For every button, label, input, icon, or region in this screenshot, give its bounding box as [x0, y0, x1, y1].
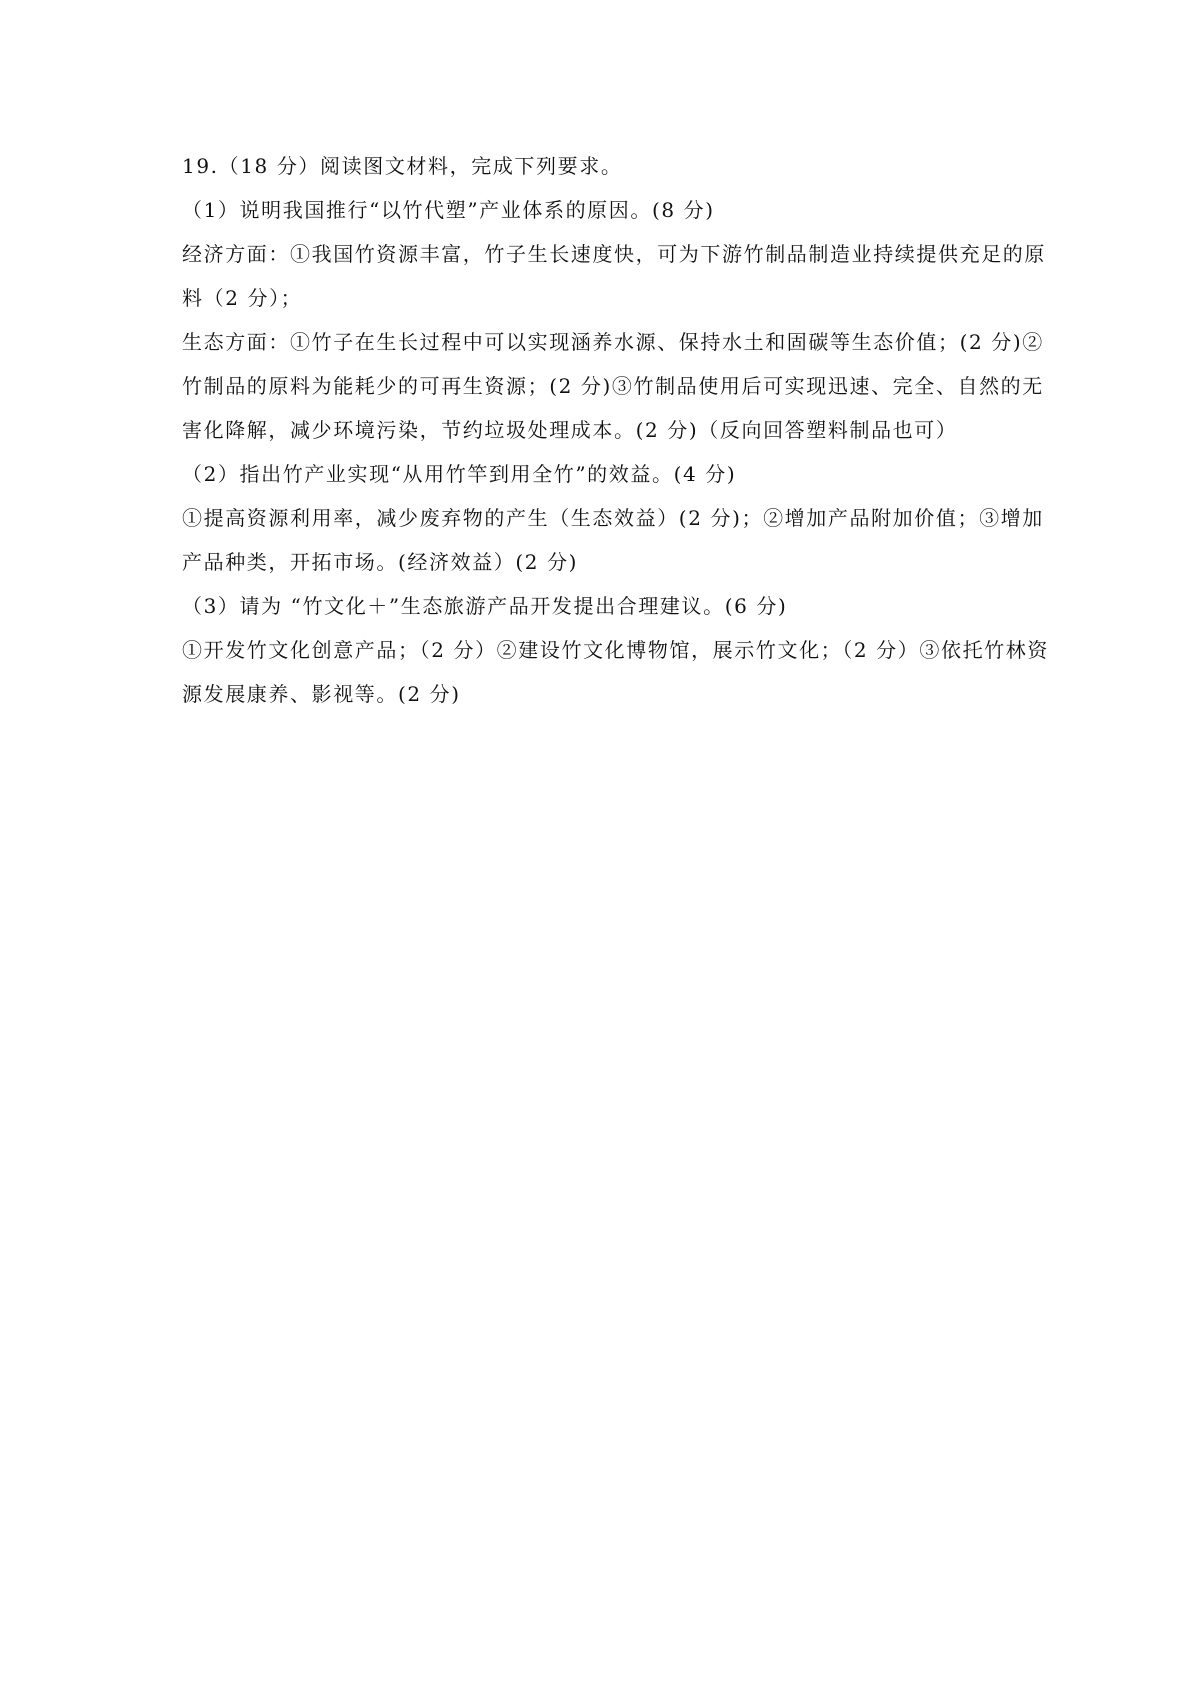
answer-text-block [182, 153, 1049, 725]
subquestion-1: （1）说明我国推行“以竹代塑”产业体系的原因。(8 分) [182, 198, 715, 222]
answer-1-ecological-line-2: 竹制品的原料为能耗少的可再生资源；(2 分)③竹制品使用后可实现迅速、完全、自然的无 [182, 374, 1044, 398]
subquestion-2: （2）指出竹产业实现“从用竹竿到用全竹”的效益。(4 分) [182, 462, 737, 486]
answer-2-line-2: 产品种类，开拓市场。(经济效益）(2 分) [182, 550, 579, 574]
answer-3-line-1: ①开发竹文化创意产品；（2 分）②建设竹文化博物馆，展示竹文化；（2 分）③依托竹林资 [182, 638, 1049, 662]
answer-2-line-1: ①提高资源利用率，减少废弃物的产生（生态效益）(2 分)；②增加产品附加价值；③增加 [182, 506, 1044, 530]
answer-1-ecological-line-1: 生态方面：①竹子在生长过程中可以实现涵养水源、保持水土和固碳等生态价值；(2 分)② [182, 330, 1044, 354]
answer-3-line-2: 源发展康养、影视等。(2 分) [182, 682, 461, 706]
answer-1-ecological-line-3: 害化降解，减少环境污染，节约垃圾处理成本。(2 分)（反向回答塑料制品也可） [182, 418, 958, 442]
answer-1-economic-line-2: 料（2 分）； [182, 286, 303, 310]
answer-1-economic-line-1: 经济方面：①我国竹资源丰富，竹子生长速度快，可为下游竹制品制造业持续提供充足的原 [182, 242, 1046, 266]
subquestion-3: （3）请为 “竹文化＋”生态旅游产品开发提出合理建议。(6 分) [182, 594, 788, 618]
question-heading: 19.（18 分）阅读图文材料，完成下列要求。 [182, 154, 623, 178]
